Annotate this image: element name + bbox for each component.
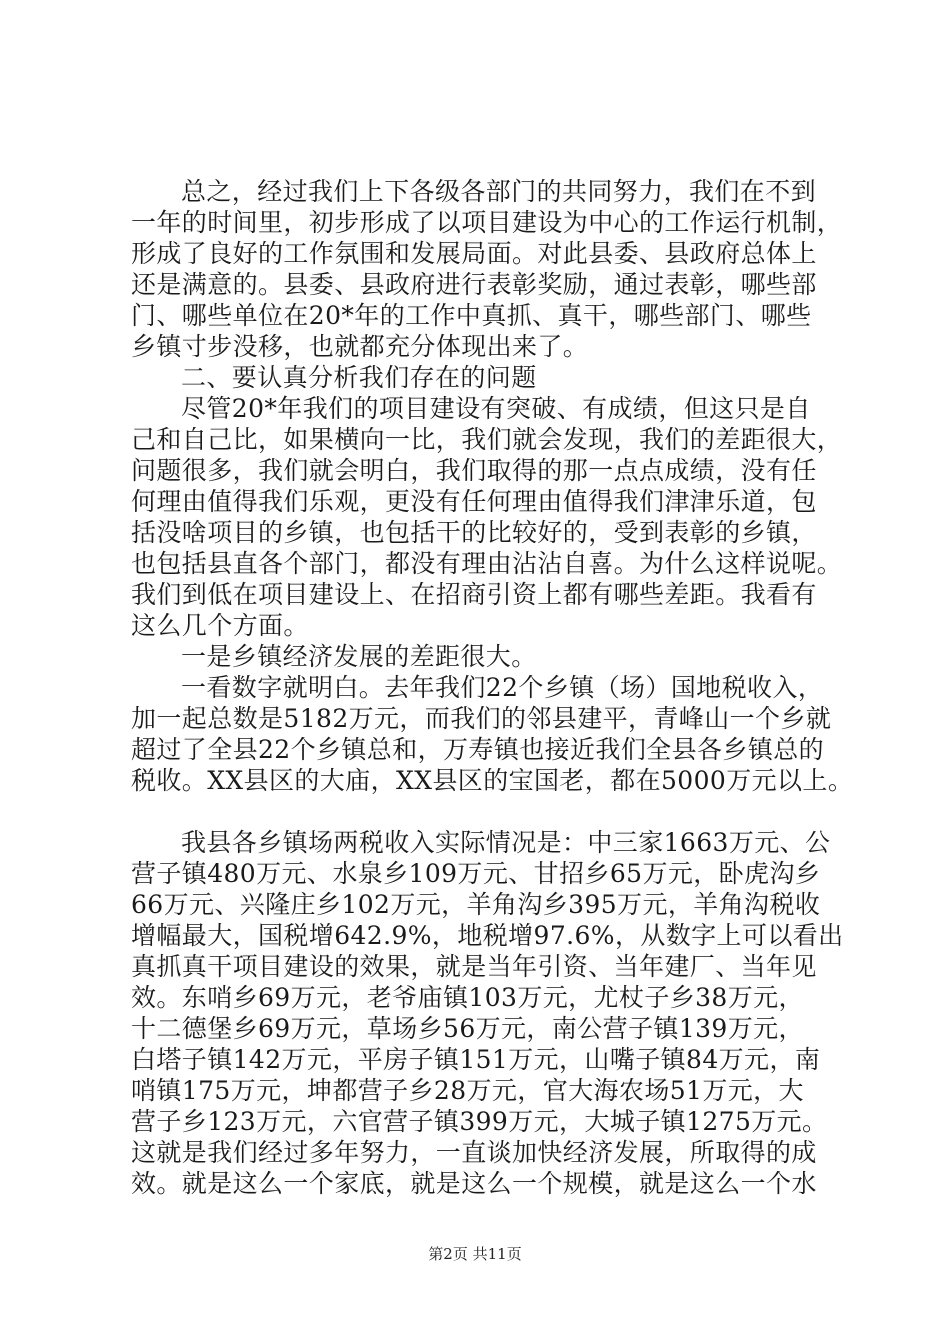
section-heading <box>131 362 831 393</box>
text-line: 这就是我们经过多年努力，一直谈加快经济发展，所取得的成 <box>131 1138 817 1167</box>
text-line: 税收。XX县区的大庙，XX县区的宝国老，都在5000万元以上。 <box>131 766 854 795</box>
text-line: 哨镇175万元，坤都营子乡28万元，官大海农场51万元，大 <box>131 1076 804 1105</box>
page-footer <box>0 1244 950 1264</box>
text-line: 66万元、兴隆庄乡102万元，羊角沟乡395万元，羊角沟税收 <box>131 890 821 919</box>
text-line: 也包括县直各个部门，都没有理由沾沾自喜。为什么这样说呢。 <box>131 549 843 578</box>
text-line: 十二德堡乡69万元，草场乡56万元，南公营子镇139万元， <box>131 1014 804 1043</box>
text-line: 尽管20*年我们的项目建设有突破、有成绩，但这只是自 <box>181 394 811 423</box>
text-line: 营子镇480万元、水泉乡109万元、甘招乡65万元，卧虎沟乡 <box>131 859 821 888</box>
text-line: 己和自己比，如果横向一比，我们就会发现，我们的差距很大， <box>131 425 843 454</box>
text-line: 我县各乡镇场两税收入实际情况是：中三家1663万元、公 <box>181 828 831 857</box>
text-line: 一年的时间里，初步形成了以项目建设为中心的工作运行机制， <box>131 208 843 237</box>
text-line: 还是满意的。县委、县政府进行表彰奖励，通过表彰，哪些部 <box>131 270 817 299</box>
subheading <box>131 641 831 672</box>
text-line: 乡镇寸步没移，也就都充分体现出来了。 <box>131 332 589 361</box>
text-line: 括没啥项目的乡镇，也包括干的比较好的，受到表彰的乡镇， <box>131 518 817 547</box>
text-line: 我们到低在项目建设上、在招商引资上都有哪些差距。我看有 <box>131 580 817 609</box>
text-line: 一看数字就明白。去年我们22个乡镇（场）国地税收入， <box>181 673 824 702</box>
paragraph-tax-details <box>131 827 844 1199</box>
text-line: 门、哪些单位在20*年的工作中真抓、真干，哪些部门、哪些 <box>131 301 812 330</box>
heading-line: 一是乡镇经济发展的差距很大。 <box>181 642 537 671</box>
text-line: 这么几个方面。 <box>131 611 309 640</box>
heading-line: 二、要认真分析我们存在的问题 <box>181 363 537 392</box>
page-number: 第2页 共11页 <box>428 1245 522 1263</box>
text-line: 效。东哨乡69万元，老爷庙镇103万元，尤杖子乡38万元， <box>131 983 804 1012</box>
text-line: 超过了全县22个乡镇总和，万寿镇也接近我们全县各乡镇总的 <box>131 735 825 764</box>
text-line: 营子乡123万元，六官营子镇399万元，大城子镇1275万元。 <box>131 1107 828 1136</box>
paragraph-problems <box>131 393 843 641</box>
text-line: 效。就是这么一个家底，就是这么一个规模，就是这么一个水 <box>131 1169 817 1198</box>
text-line: 加一起总数是5182万元，而我们的邻县建平，青峰山一个乡就 <box>131 704 832 733</box>
body-text <box>131 176 854 1199</box>
text-line: 何理由值得我们乐观，更没有任何理由值得我们津津乐道，包 <box>131 487 817 516</box>
text-line: 问题很多，我们就会明白，我们取得的那一点点成绩，没有任 <box>131 456 817 485</box>
blank-line <box>131 796 831 827</box>
text-line: 总之，经过我们上下各级各部门的共同努力，我们在不到 <box>181 177 817 206</box>
paragraph-summary <box>131 176 843 362</box>
text-line: 白塔子镇142万元，平房子镇151万元，山嘴子镇84万元，南 <box>131 1045 821 1074</box>
text-line: 形成了良好的工作氛围和发展局面。对此县委、县政府总体上 <box>131 239 817 268</box>
text-line: 真抓真干项目建设的效果，就是当年引资、当年建厂、当年见 <box>131 952 817 981</box>
text-line: 增幅最大，国税增642.9%，地税增97.6%，从数字上可以看出 <box>131 921 844 950</box>
paragraph-numbers <box>131 672 854 796</box>
